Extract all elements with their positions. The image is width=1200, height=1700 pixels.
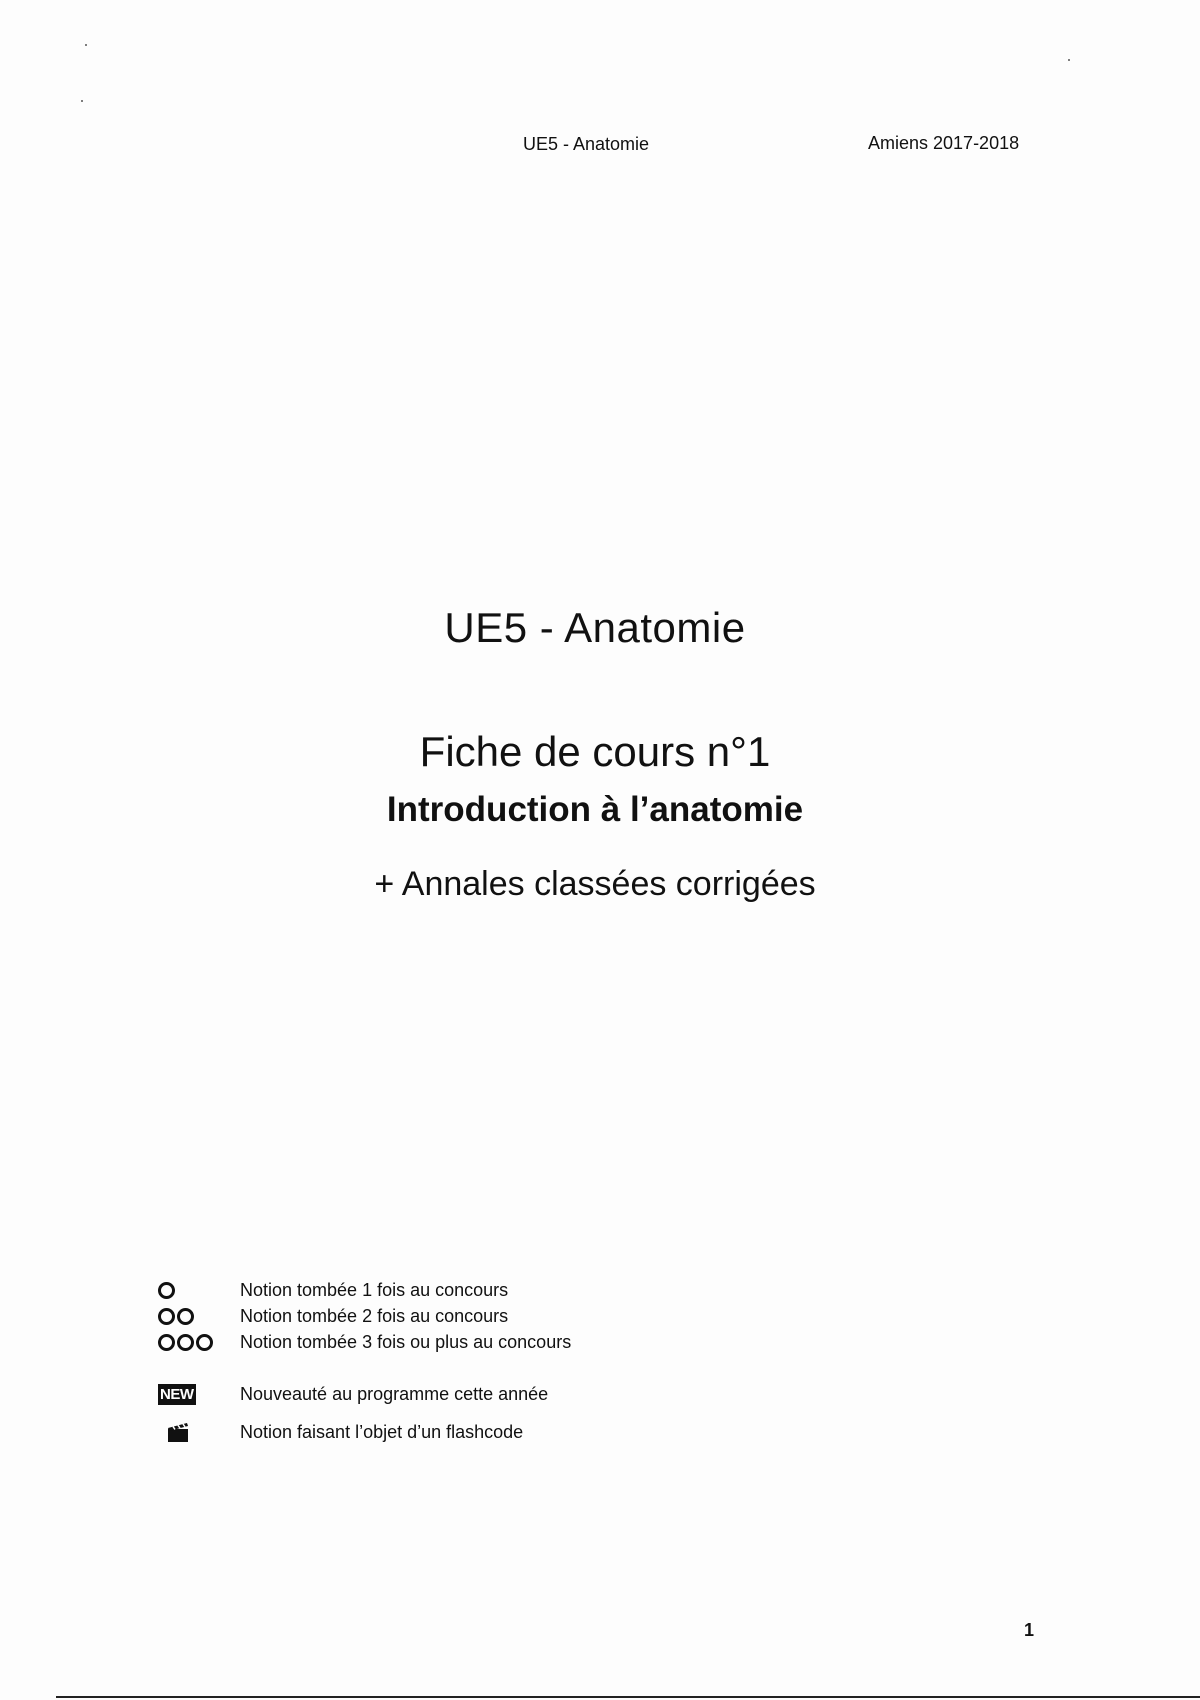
scan-speck (1068, 59, 1070, 61)
legend-item (158, 1382, 548, 1406)
legend-item-label: Notion tombée 3 fois ou plus au concours (240, 1331, 572, 1352)
two-circles-icon (158, 1304, 240, 1328)
header-course: UE5 - Anatomie (523, 134, 650, 154)
page-number: 1 (1024, 1620, 1035, 1640)
legend-item-label: Notion tombée 2 fois au concours (240, 1305, 509, 1326)
clapperboard-icon (158, 1420, 240, 1444)
legend-item-label: Notion faisant l’objet d’un flashcode (240, 1421, 524, 1442)
sheet-number: Fiche de cours n°1 (419, 728, 771, 775)
sheet-subtitle: Introduction à l’anatomie (386, 790, 804, 829)
annales-note: + Annales classées corrigées (374, 865, 816, 903)
scan-speck (81, 100, 83, 102)
header-location-year: Amiens 2017-2018 (868, 133, 1020, 153)
three-circles-icon (158, 1330, 240, 1354)
page-divider (56, 1696, 1200, 1698)
legend-item (158, 1330, 571, 1354)
scan-speck (85, 44, 87, 46)
legend-item (158, 1278, 508, 1302)
document-title: UE5 - Anatomie (444, 604, 746, 651)
new-badge-label: NEW (160, 1385, 194, 1403)
one-circle-icon (158, 1278, 240, 1302)
legend-item-label: Notion tombée 1 fois au concours (240, 1279, 509, 1300)
new-badge-icon (158, 1382, 240, 1406)
legend-item (158, 1304, 508, 1328)
legend-item (158, 1420, 523, 1444)
legend-item-label: Nouveauté au programme cette année (240, 1383, 549, 1404)
